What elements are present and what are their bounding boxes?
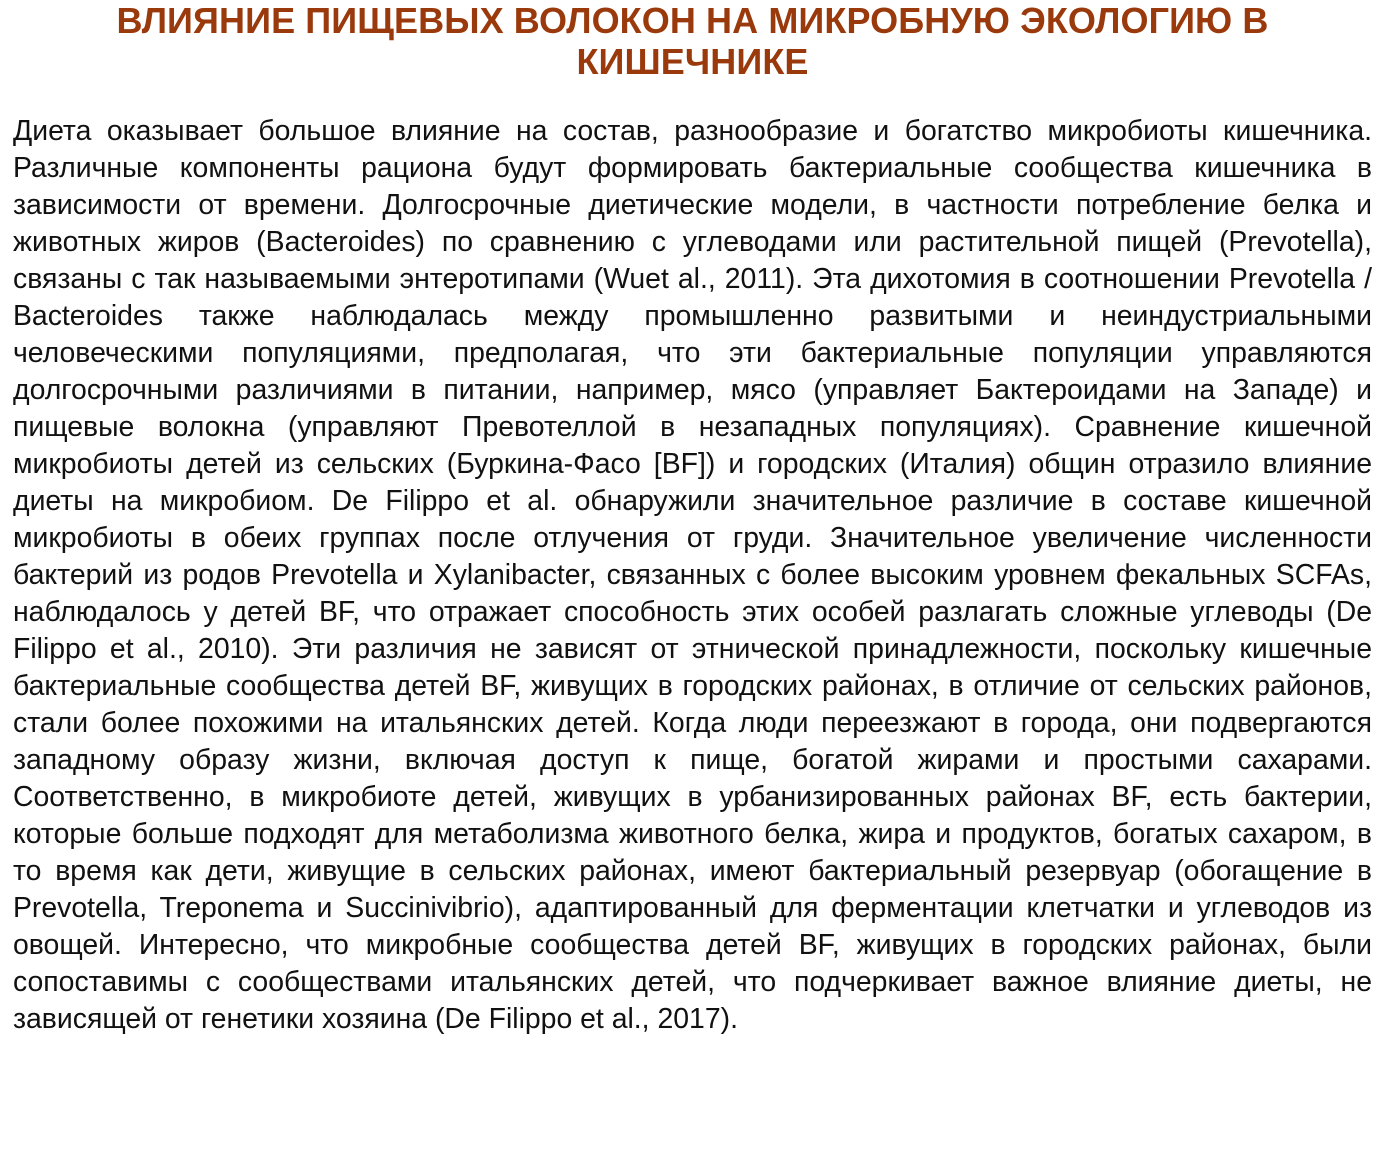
body-paragraph: Диета оказывает большое влияние на состав, разнообразие и богатство микробиоты кишечника. Различные компоненты рациона будут формировать бактериальные сообщества кишечника в зависимости от времени. Долгосрочные диетические модели, в частности потребление белка и животных жиров (Bacteroides) по сравнению с углеводами или растительной пищей (Prevotella), связаны с так называемыми энтеротипами (Wuet al., 2011). Эта дихотомия в соотношении Prevotella / Bacteroides также наблюдалась между промышленно развитыми и неиндустриальными человеческими популяциями, предполагая, что эти бактериальные популяции управляются долгосрочными различиями в питании, например, мясо (управляет Бактероидами на Западе) и пищевые волокна (управляют Превотеллой в незападных популяциях). Сравнение кишечной микробиоты детей из сельских (Буркина-Фасо [BF]) и городских (Италия) общин отразило влияние диеты на микробиом. De Filippo et al. обнаружили значительное различие в составе кишечной микробиоты в обеих группах после отлучения от груди. Значительное увеличение численности бактерий из родов Prevotella и Xylanibacter, связанных с более высоким уровнем фекальных SCFAs, наблюдалось у детей BF, что отражает способность этих особей разлагать сложные углеводы (De Filippo et al., 2010). Эти различия не зависят от этнической принадлежности, поскольку кишечные бактериальные сообщества детей BF, живущих в городских районах, в отличие от сельских районов, стали более похожими на итальянских детей. Когда люди переезжают в города, они подвергаются западному образу жизни, включая доступ к пище, богатой жирами и простыми сахарами. Соответственно, в микробиоте детей, живущих в урбанизированных районах BF, есть бактерии, которые больше подходят для метаболизма животного белка, жира и продуктов, богатых сахаром, в то время как дети, живущие в сельских районах, имеют бактериальный резервуар (обогащение в Prevotella, Treponema и Succinivibrio), адаптированный для ферментации клетчатки и углеводов из овощей. Интересно, что микробные сообщества детей BF, живущих в городских районах, были сопоставимы с сообществами итальянских детей, что подчеркивает важное влияние диеты, не зависящей от генетики хозяина (De Filippo et al., 2017). (13, 115, 1372, 1035)
page-title: ВЛИЯНИЕ ПИЩЕВЫХ ВОЛОКОН НА МИКРОБНУЮ ЭКОЛОГИЮ В КИШЕЧНИКЕ (116, 0, 1269, 82)
